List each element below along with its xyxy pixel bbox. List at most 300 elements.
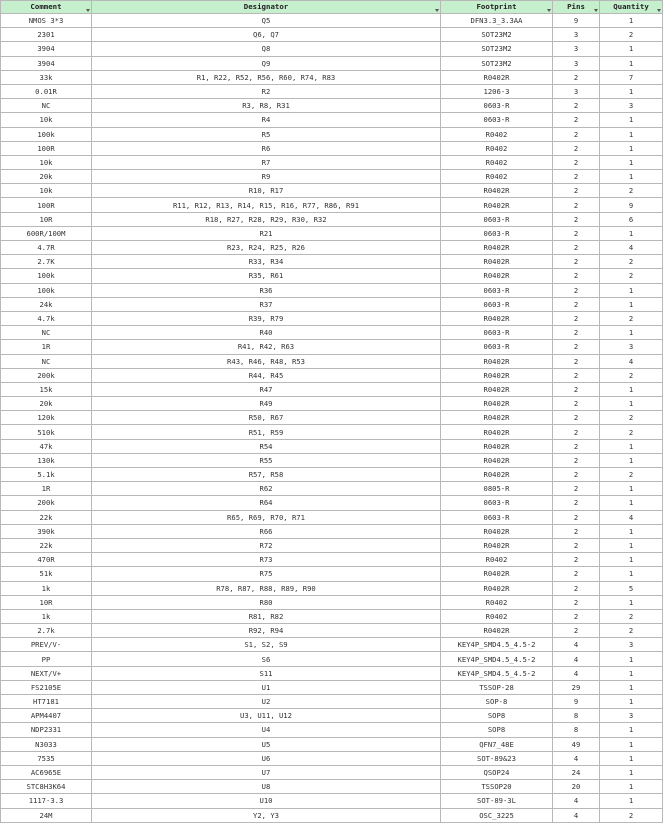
designator-cell[interactable]: Y2, Y3 xyxy=(92,808,441,822)
quantity-cell[interactable]: 1 xyxy=(600,297,663,311)
designator-cell[interactable]: R21 xyxy=(92,226,441,240)
comment-cell[interactable]: 1117-3.3 xyxy=(1,794,92,808)
quantity-cell[interactable]: 3 xyxy=(600,709,663,723)
comment-cell[interactable]: 100k xyxy=(1,127,92,141)
footprint-cell[interactable]: R0402R xyxy=(441,538,553,552)
footprint-cell[interactable]: 0603-R xyxy=(441,510,553,524)
footprint-cell[interactable]: R0402R xyxy=(441,468,553,482)
footprint-cell[interactable]: 0603-R xyxy=(441,496,553,510)
pins-cell[interactable]: 2 xyxy=(553,397,600,411)
quantity-cell[interactable]: 3 xyxy=(600,638,663,652)
designator-cell[interactable]: R9 xyxy=(92,170,441,184)
footprint-cell[interactable]: SOT23M2 xyxy=(441,42,553,56)
pins-cell[interactable]: 2 xyxy=(553,127,600,141)
footprint-cell[interactable]: R0402 xyxy=(441,141,553,155)
pins-cell[interactable]: 2 xyxy=(553,354,600,368)
pins-cell[interactable]: 2 xyxy=(553,141,600,155)
comment-cell[interactable]: 7535 xyxy=(1,751,92,765)
column-header-footprint[interactable]: Footprint xyxy=(441,1,553,14)
designator-cell[interactable]: R10, R17 xyxy=(92,184,441,198)
pins-cell[interactable]: 2 xyxy=(553,297,600,311)
comment-cell[interactable]: NC xyxy=(1,354,92,368)
pins-cell[interactable]: 2 xyxy=(553,425,600,439)
quantity-cell[interactable]: 2 xyxy=(600,269,663,283)
designator-cell[interactable]: U1 xyxy=(92,680,441,694)
quantity-cell[interactable]: 2 xyxy=(600,609,663,623)
table-row xyxy=(1,794,663,808)
quantity-cell[interactable]: 1 xyxy=(600,113,663,127)
comment-cell[interactable]: 10k xyxy=(1,155,92,169)
designator-cell[interactable]: R54 xyxy=(92,439,441,453)
designator-cell[interactable]: R81, R82 xyxy=(92,609,441,623)
comment-cell[interactable]: 200k xyxy=(1,496,92,510)
comment-cell[interactable]: NMOS 3*3 xyxy=(1,14,92,28)
designator-cell[interactable]: R43, R46, R48, R53 xyxy=(92,354,441,368)
pins-cell[interactable]: 2 xyxy=(553,524,600,538)
quantity-cell[interactable]: 7 xyxy=(600,70,663,84)
quantity-cell[interactable]: 1 xyxy=(600,794,663,808)
designator-cell[interactable]: R2 xyxy=(92,84,441,98)
quantity-cell[interactable]: 1 xyxy=(600,14,663,28)
designator-cell[interactable]: R4 xyxy=(92,113,441,127)
quantity-cell[interactable]: 1 xyxy=(600,382,663,396)
quantity-cell[interactable]: 1 xyxy=(600,538,663,552)
quantity-cell[interactable]: 1 xyxy=(600,780,663,794)
filter-dropdown-icon[interactable] xyxy=(435,9,439,12)
quantity-cell[interactable]: 4 xyxy=(600,241,663,255)
pins-cell[interactable]: 2 xyxy=(553,226,600,240)
comment-cell[interactable]: 470R xyxy=(1,553,92,567)
pins-cell[interactable]: 2 xyxy=(553,468,600,482)
designator-cell[interactable]: Q5 xyxy=(92,14,441,28)
footprint-cell[interactable]: 0603-R xyxy=(441,297,553,311)
pins-cell[interactable]: 2 xyxy=(553,184,600,198)
comment-cell[interactable]: 120k xyxy=(1,411,92,425)
comment-cell[interactable]: 47k xyxy=(1,439,92,453)
designator-cell[interactable]: Q6, Q7 xyxy=(92,28,441,42)
designator-cell[interactable]: R35, R61 xyxy=(92,269,441,283)
pins-cell[interactable]: 2 xyxy=(553,311,600,325)
pins-cell[interactable]: 2 xyxy=(553,198,600,212)
designator-cell[interactable]: R51, R59 xyxy=(92,425,441,439)
pins-cell[interactable]: 3 xyxy=(553,28,600,42)
footprint-cell[interactable]: R0402R xyxy=(441,382,553,396)
pins-cell[interactable]: 2 xyxy=(553,453,600,467)
filter-dropdown-icon[interactable] xyxy=(86,9,90,12)
quantity-cell[interactable]: 3 xyxy=(600,99,663,113)
pins-cell[interactable]: 2 xyxy=(553,269,600,283)
footprint-cell[interactable]: TSSOP20 xyxy=(441,780,553,794)
footprint-cell[interactable]: SOT-89&23 xyxy=(441,751,553,765)
footprint-cell[interactable]: R0402R xyxy=(441,184,553,198)
quantity-cell[interactable]: 1 xyxy=(600,84,663,98)
column-header-quantity[interactable]: Quantity xyxy=(600,1,663,14)
footprint-cell[interactable]: SOT23M2 xyxy=(441,56,553,70)
footprint-cell[interactable]: R0402R xyxy=(441,425,553,439)
comment-cell[interactable]: 3904 xyxy=(1,56,92,70)
quantity-cell[interactable]: 2 xyxy=(600,468,663,482)
designator-cell[interactable]: U3, U11, U12 xyxy=(92,709,441,723)
pins-cell[interactable]: 4 xyxy=(553,751,600,765)
comment-cell[interactable]: 100k xyxy=(1,283,92,297)
comment-cell[interactable]: 10R xyxy=(1,212,92,226)
pins-cell[interactable]: 20 xyxy=(553,780,600,794)
comment-cell[interactable]: NDP2331 xyxy=(1,723,92,737)
pins-cell[interactable]: 49 xyxy=(553,737,600,751)
quantity-cell[interactable]: 6 xyxy=(600,212,663,226)
comment-cell[interactable]: 3904 xyxy=(1,42,92,56)
quantity-cell[interactable]: 1 xyxy=(600,652,663,666)
quantity-cell[interactable]: 1 xyxy=(600,496,663,510)
designator-cell[interactable]: R44, R45 xyxy=(92,368,441,382)
pins-cell[interactable]: 3 xyxy=(553,56,600,70)
footprint-cell[interactable]: KEY4P_SMD4.5_4.5-2 xyxy=(441,666,553,680)
quantity-cell[interactable]: 2 xyxy=(600,411,663,425)
comment-cell[interactable]: NEXT/V+ xyxy=(1,666,92,680)
designator-cell[interactable]: R66 xyxy=(92,524,441,538)
pins-cell[interactable]: 2 xyxy=(553,241,600,255)
footprint-cell[interactable]: DFN3.3_3.3AA xyxy=(441,14,553,28)
quantity-cell[interactable]: 4 xyxy=(600,354,663,368)
designator-cell[interactable]: R92, R94 xyxy=(92,624,441,638)
footprint-cell[interactable]: SOT-89-3L xyxy=(441,794,553,808)
designator-cell[interactable]: Q9 xyxy=(92,56,441,70)
quantity-cell[interactable]: 9 xyxy=(600,198,663,212)
filter-dropdown-icon[interactable] xyxy=(547,9,551,12)
pins-cell[interactable]: 3 xyxy=(553,84,600,98)
footprint-cell[interactable]: 0603-R xyxy=(441,326,553,340)
quantity-cell[interactable]: 1 xyxy=(600,226,663,240)
pins-cell[interactable]: 4 xyxy=(553,808,600,822)
comment-cell[interactable]: PP xyxy=(1,652,92,666)
quantity-cell[interactable]: 1 xyxy=(600,127,663,141)
footprint-cell[interactable]: 1206-3 xyxy=(441,84,553,98)
footprint-cell[interactable]: SOP-8 xyxy=(441,695,553,709)
designator-cell[interactable]: R23, R24, R25, R26 xyxy=(92,241,441,255)
footprint-cell[interactable]: 0603-R xyxy=(441,226,553,240)
comment-cell[interactable]: STC8H3K64 xyxy=(1,780,92,794)
footprint-cell[interactable]: R0402R xyxy=(441,411,553,425)
quantity-cell[interactable]: 2 xyxy=(600,368,663,382)
designator-cell[interactable]: U10 xyxy=(92,794,441,808)
footprint-cell[interactable]: R0402R xyxy=(441,241,553,255)
footprint-cell[interactable]: 0805-R xyxy=(441,482,553,496)
quantity-cell[interactable]: 1 xyxy=(600,567,663,581)
comment-cell[interactable]: 100R xyxy=(1,198,92,212)
footprint-cell[interactable]: SOP8 xyxy=(441,723,553,737)
designator-cell[interactable]: R65, R69, R70, R71 xyxy=(92,510,441,524)
quantity-cell[interactable]: 1 xyxy=(600,42,663,56)
footprint-cell[interactable]: R0402R xyxy=(441,255,553,269)
footprint-cell[interactable]: R0402R xyxy=(441,397,553,411)
pins-cell[interactable]: 2 xyxy=(553,439,600,453)
pins-cell[interactable]: 4 xyxy=(553,794,600,808)
designator-cell[interactable]: U7 xyxy=(92,765,441,779)
designator-cell[interactable]: R18, R27, R28, R29, R30, R32 xyxy=(92,212,441,226)
comment-cell[interactable]: 510k xyxy=(1,425,92,439)
pins-cell[interactable]: 2 xyxy=(553,212,600,226)
quantity-cell[interactable]: 2 xyxy=(600,255,663,269)
quantity-cell[interactable]: 1 xyxy=(600,751,663,765)
quantity-cell[interactable]: 1 xyxy=(600,680,663,694)
comment-cell[interactable]: 1k xyxy=(1,581,92,595)
table-row xyxy=(1,666,663,680)
designator-cell[interactable]: U6 xyxy=(92,751,441,765)
pins-cell[interactable]: 2 xyxy=(553,581,600,595)
quantity-cell[interactable]: 2 xyxy=(600,624,663,638)
designator-cell[interactable]: R49 xyxy=(92,397,441,411)
footprint-cell[interactable]: SOP8 xyxy=(441,709,553,723)
comment-cell[interactable]: 33k xyxy=(1,70,92,84)
quantity-cell[interactable]: 1 xyxy=(600,326,663,340)
comment-cell[interactable]: NC xyxy=(1,326,92,340)
designator-cell[interactable]: R3, R8, R31 xyxy=(92,99,441,113)
designator-cell[interactable]: R72 xyxy=(92,538,441,552)
designator-cell[interactable]: S6 xyxy=(92,652,441,666)
quantity-cell[interactable]: 1 xyxy=(600,765,663,779)
quantity-cell[interactable]: 1 xyxy=(600,56,663,70)
footprint-cell[interactable]: R0402R xyxy=(441,624,553,638)
pins-cell[interactable]: 2 xyxy=(553,255,600,269)
quantity-cell[interactable]: 1 xyxy=(600,453,663,467)
quantity-cell[interactable]: 1 xyxy=(600,155,663,169)
designator-cell[interactable]: R41, R42, R63 xyxy=(92,340,441,354)
column-header-comment[interactable]: Comment xyxy=(1,1,92,14)
footprint-cell[interactable]: R0402R xyxy=(441,368,553,382)
designator-cell[interactable]: R1, R22, R52, R56, R60, R74, R83 xyxy=(92,70,441,84)
designator-cell[interactable]: U5 xyxy=(92,737,441,751)
designator-cell[interactable]: R39, R79 xyxy=(92,311,441,325)
footprint-cell[interactable]: R0402R xyxy=(441,524,553,538)
pins-cell[interactable]: 9 xyxy=(553,14,600,28)
designator-cell[interactable]: R50, R67 xyxy=(92,411,441,425)
footprint-cell[interactable]: QFN7_48E xyxy=(441,737,553,751)
footprint-cell[interactable]: R0402R xyxy=(441,453,553,467)
footprint-cell[interactable]: 0603-R xyxy=(441,99,553,113)
comment-cell[interactable]: 20k xyxy=(1,397,92,411)
pins-cell[interactable]: 2 xyxy=(553,155,600,169)
pins-cell[interactable]: 8 xyxy=(553,723,600,737)
comment-cell[interactable]: NC xyxy=(1,99,92,113)
quantity-cell[interactable]: 1 xyxy=(600,666,663,680)
designator-cell[interactable]: R47 xyxy=(92,382,441,396)
quantity-cell[interactable]: 1 xyxy=(600,141,663,155)
quantity-cell[interactable]: 2 xyxy=(600,425,663,439)
pins-cell[interactable]: 2 xyxy=(553,113,600,127)
pins-cell[interactable]: 29 xyxy=(553,680,600,694)
designator-cell[interactable]: S11 xyxy=(92,666,441,680)
pins-cell[interactable]: 2 xyxy=(553,99,600,113)
footprint-cell[interactable]: 0603-R xyxy=(441,283,553,297)
pins-cell[interactable]: 2 xyxy=(553,553,600,567)
comment-cell[interactable]: 1R xyxy=(1,482,92,496)
designator-cell[interactable]: Q8 xyxy=(92,42,441,56)
designator-cell[interactable]: R64 xyxy=(92,496,441,510)
designator-cell[interactable]: R40 xyxy=(92,326,441,340)
comment-cell[interactable]: 10k xyxy=(1,113,92,127)
comment-cell[interactable]: 2.7K xyxy=(1,255,92,269)
comment-cell[interactable]: 20k xyxy=(1,170,92,184)
comment-cell[interactable]: AC6965E xyxy=(1,765,92,779)
pins-cell[interactable]: 2 xyxy=(553,609,600,623)
designator-cell[interactable]: R57, R58 xyxy=(92,468,441,482)
footprint-cell[interactable]: KEY4P_SMD4.5_4.5-2 xyxy=(441,638,553,652)
footprint-cell[interactable]: R0402 xyxy=(441,595,553,609)
quantity-cell[interactable]: 4 xyxy=(600,510,663,524)
pins-cell[interactable]: 2 xyxy=(553,624,600,638)
footprint-cell[interactable]: R0402R xyxy=(441,567,553,581)
pins-cell[interactable]: 8 xyxy=(553,709,600,723)
quantity-cell[interactable]: 1 xyxy=(600,553,663,567)
footprint-cell[interactable]: SOT23M2 xyxy=(441,28,553,42)
designator-cell[interactable]: R11, R12, R13, R14, R15, R16, R77, R86, R91 xyxy=(92,198,441,212)
pins-cell[interactable]: 3 xyxy=(553,42,600,56)
column-header-pins[interactable]: Pins xyxy=(553,1,600,14)
pins-cell[interactable]: 2 xyxy=(553,340,600,354)
comment-cell[interactable]: 2.7k xyxy=(1,624,92,638)
table-row xyxy=(1,99,663,113)
designator-cell[interactable]: R6 xyxy=(92,141,441,155)
footprint-cell[interactable]: TSSOP-28 xyxy=(441,680,553,694)
filter-dropdown-icon[interactable] xyxy=(594,9,598,12)
quantity-cell[interactable]: 1 xyxy=(600,595,663,609)
footprint-cell[interactable]: R0402R xyxy=(441,581,553,595)
footprint-cell[interactable]: R0402 xyxy=(441,170,553,184)
pins-cell[interactable]: 2 xyxy=(553,382,600,396)
quantity-cell[interactable]: 1 xyxy=(600,283,663,297)
pins-cell[interactable]: 24 xyxy=(553,765,600,779)
footprint-cell[interactable]: R0402R xyxy=(441,354,553,368)
quantity-cell[interactable]: 1 xyxy=(600,439,663,453)
pins-cell[interactable]: 4 xyxy=(553,652,600,666)
quantity-cell[interactable]: 1 xyxy=(600,397,663,411)
comment-cell[interactable]: 10k xyxy=(1,184,92,198)
pins-cell[interactable]: 2 xyxy=(553,283,600,297)
pins-cell[interactable]: 2 xyxy=(553,538,600,552)
table-row xyxy=(1,609,663,623)
comment-cell[interactable]: 130k xyxy=(1,453,92,467)
comment-cell[interactable]: 2301 xyxy=(1,28,92,42)
quantity-cell[interactable]: 1 xyxy=(600,170,663,184)
table-row xyxy=(1,780,663,794)
designator-cell[interactable]: R37 xyxy=(92,297,441,311)
footprint-cell[interactable]: R0402 xyxy=(441,609,553,623)
footprint-cell[interactable]: QSOP24 xyxy=(441,765,553,779)
filter-dropdown-icon[interactable] xyxy=(657,9,661,12)
designator-cell[interactable]: R78, R87, R88, R89, R90 xyxy=(92,581,441,595)
quantity-cell[interactable]: 5 xyxy=(600,581,663,595)
quantity-cell[interactable]: 1 xyxy=(600,723,663,737)
pins-cell[interactable]: 2 xyxy=(553,595,600,609)
designator-cell[interactable]: R33, R34 xyxy=(92,255,441,269)
quantity-cell[interactable]: 1 xyxy=(600,737,663,751)
comment-cell[interactable]: 200k xyxy=(1,368,92,382)
pins-cell[interactable]: 2 xyxy=(553,567,600,581)
designator-cell[interactable]: R55 xyxy=(92,453,441,467)
comment-cell[interactable]: 1k xyxy=(1,609,92,623)
comment-cell[interactable]: 0.01R xyxy=(1,84,92,98)
footprint-cell[interactable]: R0402R xyxy=(441,70,553,84)
pins-cell[interactable]: 2 xyxy=(553,482,600,496)
quantity-cell[interactable]: 1 xyxy=(600,695,663,709)
designator-cell[interactable]: S1, S2, S9 xyxy=(92,638,441,652)
comment-cell[interactable]: 4.7R xyxy=(1,241,92,255)
footprint-cell[interactable]: 0603-R xyxy=(441,113,553,127)
comment-cell[interactable]: 4.7k xyxy=(1,311,92,325)
pins-cell[interactable]: 2 xyxy=(553,170,600,184)
footprint-cell[interactable]: R0402R xyxy=(441,439,553,453)
pins-cell[interactable]: 4 xyxy=(553,666,600,680)
comment-cell[interactable]: 390k xyxy=(1,524,92,538)
comment-cell[interactable]: 100k xyxy=(1,269,92,283)
comment-cell[interactable]: 22k xyxy=(1,538,92,552)
quantity-cell[interactable]: 2 xyxy=(600,311,663,325)
quantity-cell[interactable]: 2 xyxy=(600,184,663,198)
comment-cell[interactable]: APM4407 xyxy=(1,709,92,723)
footprint-cell[interactable]: 0603-R xyxy=(441,340,553,354)
footprint-cell[interactable]: R0402 xyxy=(441,127,553,141)
comment-cell[interactable]: N3033 xyxy=(1,737,92,751)
pins-cell[interactable]: 2 xyxy=(553,326,600,340)
comment-cell[interactable]: 15k xyxy=(1,382,92,396)
pins-cell[interactable]: 2 xyxy=(553,510,600,524)
designator-cell[interactable]: R7 xyxy=(92,155,441,169)
comment-cell[interactable]: 1R xyxy=(1,340,92,354)
designator-cell[interactable]: U8 xyxy=(92,780,441,794)
designator-cell[interactable]: R75 xyxy=(92,567,441,581)
comment-cell[interactable]: PREV/V- xyxy=(1,638,92,652)
comment-cell[interactable]: 24k xyxy=(1,297,92,311)
quantity-cell[interactable]: 1 xyxy=(600,482,663,496)
footprint-cell[interactable]: OSC_3225 xyxy=(441,808,553,822)
designator-cell[interactable]: R62 xyxy=(92,482,441,496)
footprint-cell[interactable]: R0402R xyxy=(441,198,553,212)
pins-cell[interactable]: 2 xyxy=(553,368,600,382)
quantity-cell[interactable]: 3 xyxy=(600,340,663,354)
quantity-cell[interactable]: 1 xyxy=(600,524,663,538)
pins-cell[interactable]: 2 xyxy=(553,70,600,84)
quantity-cell[interactable]: 2 xyxy=(600,808,663,822)
pins-cell[interactable]: 4 xyxy=(553,638,600,652)
comment-cell[interactable]: 600R/100M xyxy=(1,226,92,240)
designator-cell[interactable]: R36 xyxy=(92,283,441,297)
footprint-cell[interactable]: 0603-R xyxy=(441,212,553,226)
designator-cell[interactable]: R5 xyxy=(92,127,441,141)
footprint-cell[interactable]: R0402 xyxy=(441,155,553,169)
pins-cell[interactable]: 2 xyxy=(553,496,600,510)
comment-cell[interactable]: 100R xyxy=(1,141,92,155)
comment-cell[interactable]: 22k xyxy=(1,510,92,524)
footprint-cell[interactable]: R0402 xyxy=(441,553,553,567)
designator-cell[interactable]: R80 xyxy=(92,595,441,609)
comment-cell[interactable]: 24M xyxy=(1,808,92,822)
footprint-cell[interactable]: KEY4P_SMD4.5_4.5-2 xyxy=(441,652,553,666)
footprint-cell[interactable]: R0402R xyxy=(441,269,553,283)
designator-cell[interactable]: U2 xyxy=(92,695,441,709)
quantity-cell[interactable]: 2 xyxy=(600,28,663,42)
comment-cell[interactable]: 5.1k xyxy=(1,468,92,482)
pins-cell[interactable]: 9 xyxy=(553,695,600,709)
pins-cell[interactable]: 2 xyxy=(553,411,600,425)
comment-cell[interactable]: FS2105E xyxy=(1,680,92,694)
comment-cell[interactable]: HT7181 xyxy=(1,695,92,709)
comment-cell[interactable]: 51k xyxy=(1,567,92,581)
column-header-designator[interactable]: Designator xyxy=(92,1,441,14)
footprint-cell[interactable]: R0402R xyxy=(441,311,553,325)
designator-cell[interactable]: R73 xyxy=(92,553,441,567)
comment-cell[interactable]: 10R xyxy=(1,595,92,609)
designator-cell[interactable]: U4 xyxy=(92,723,441,737)
